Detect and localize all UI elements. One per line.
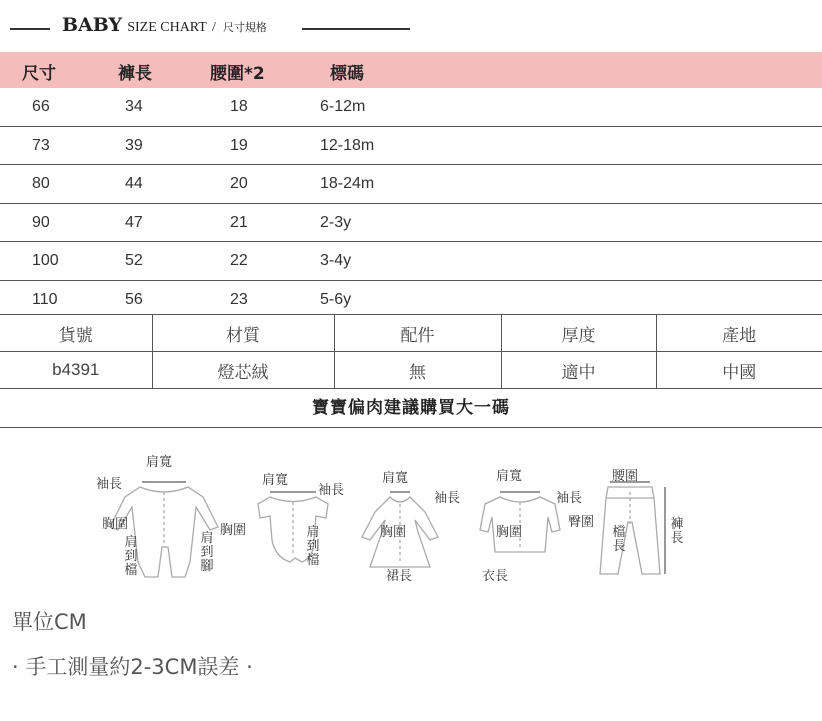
header-title <box>62 14 267 36</box>
bodysuit-shoulder-label: 肩寬 <box>262 473 289 488</box>
product-info-table <box>0 314 822 389</box>
size-table-header <box>0 52 822 88</box>
size-chart-header <box>10 14 810 42</box>
cell-pants-length: 34 <box>125 98 143 115</box>
header-baby: BABY <box>62 14 123 36</box>
cell-label-size: 18-24m <box>320 175 375 192</box>
info-material: 燈芯絨 <box>152 352 334 389</box>
cell-size: 73 <box>32 136 50 154</box>
size-table-body <box>0 88 822 318</box>
cell-waist: 23 <box>230 290 248 308</box>
cell-pants-length: 47 <box>125 213 143 231</box>
table-row <box>0 127 822 166</box>
info-header-material: 材質 <box>152 315 334 352</box>
cell-label-size: 6-12m <box>320 98 366 115</box>
sizing-tip <box>0 389 822 428</box>
top-shoulder-label: 肩寬 <box>496 469 523 484</box>
romper-sleeve-label: 袖長 <box>96 477 123 492</box>
top-sleeve-label: 袖長 <box>556 491 583 506</box>
dress-sleeve-label: 袖長 <box>434 491 461 506</box>
header-rule-left <box>10 28 50 30</box>
col-label-size: 標碼 <box>330 64 364 84</box>
info-thickness: 適中 <box>501 352 656 389</box>
col-size: 尺寸 <box>22 64 56 84</box>
table-row <box>0 281 822 319</box>
cell-waist: 22 <box>230 252 248 269</box>
cell-pants-length: 52 <box>125 252 143 269</box>
cell-label-size: 12-18m <box>320 136 375 154</box>
cell-pants-length: 56 <box>125 290 143 308</box>
header-rule-right <box>302 28 410 30</box>
cell-waist: 19 <box>230 136 248 154</box>
cell-size: 66 <box>32 98 50 115</box>
table-row <box>0 204 822 243</box>
pants-waist-label: 腰圍 <box>612 469 639 484</box>
col-pants-length: 褲長 <box>118 64 152 84</box>
romper-shoulder-crotch-label: 肩到檔 <box>124 535 138 578</box>
cell-waist: 20 <box>230 175 248 192</box>
pants-crotch-label: 檔長 <box>612 525 626 554</box>
romper-chest-label: 胸圍 <box>102 517 129 532</box>
info-header-thickness: 厚度 <box>501 315 656 352</box>
measurement-note: · 手工測量約2-3CM誤差 · <box>12 655 253 679</box>
romper-shoulder-label: 肩寬 <box>146 455 173 470</box>
info-accessory: 無 <box>334 352 501 389</box>
table-row <box>0 88 822 127</box>
col-waist: 腰圍*2 <box>210 64 265 84</box>
table-row <box>0 242 822 281</box>
sizing-tip-text: 寶寶偏肉建議購買大一碼 <box>312 398 510 418</box>
pants-length-label: 褲長 <box>670 517 684 546</box>
dress-chest-label: 胸圍 <box>380 525 407 540</box>
unit-label: 單位CM <box>12 610 87 634</box>
cell-waist: 21 <box>230 213 248 231</box>
cell-size: 100 <box>32 252 59 269</box>
cell-label-size: 3-4y <box>320 252 352 269</box>
info-sku: b4391 <box>0 352 152 389</box>
dress-shoulder-label: 肩寬 <box>382 471 409 486</box>
pants-outline <box>600 487 660 574</box>
top-length-label: 衣長 <box>482 569 509 584</box>
cell-label-size: 5-6y <box>320 290 352 308</box>
measurement-diagram <box>90 452 690 592</box>
header-size-chart: SIZE CHART <box>127 20 207 35</box>
info-header-row <box>0 315 822 352</box>
cell-size: 90 <box>32 213 50 231</box>
info-value-row <box>0 352 822 389</box>
bodysuit-sleeve-label: 袖長 <box>318 483 345 498</box>
top-chest-label: 胸圍 <box>496 525 523 540</box>
info-header-accessory: 配件 <box>334 315 501 352</box>
header-cn: 尺寸規格 <box>222 21 267 34</box>
pants-hip-label: 臀圍 <box>568 515 595 530</box>
info-header-sku: 貨號 <box>0 315 152 352</box>
cell-size: 80 <box>32 175 50 192</box>
cell-label-size: 2-3y <box>320 213 352 231</box>
cell-size: 110 <box>32 290 58 308</box>
cell-pants-length: 44 <box>125 175 143 192</box>
dress-skirt-label: 裙長 <box>386 569 413 584</box>
table-row <box>0 165 822 204</box>
bodysuit-chest-label: 胸圍 <box>220 523 247 538</box>
cell-pants-length: 39 <box>125 136 143 154</box>
romper-shoulder-foot-label: 肩到腳 <box>200 531 214 574</box>
bodysuit-shoulder-crotch-label: 肩到檔 <box>306 525 320 568</box>
info-header-origin: 產地 <box>656 315 822 352</box>
info-origin: 中國 <box>656 352 822 389</box>
header-separator: / <box>211 20 216 35</box>
cell-waist: 18 <box>230 98 248 115</box>
